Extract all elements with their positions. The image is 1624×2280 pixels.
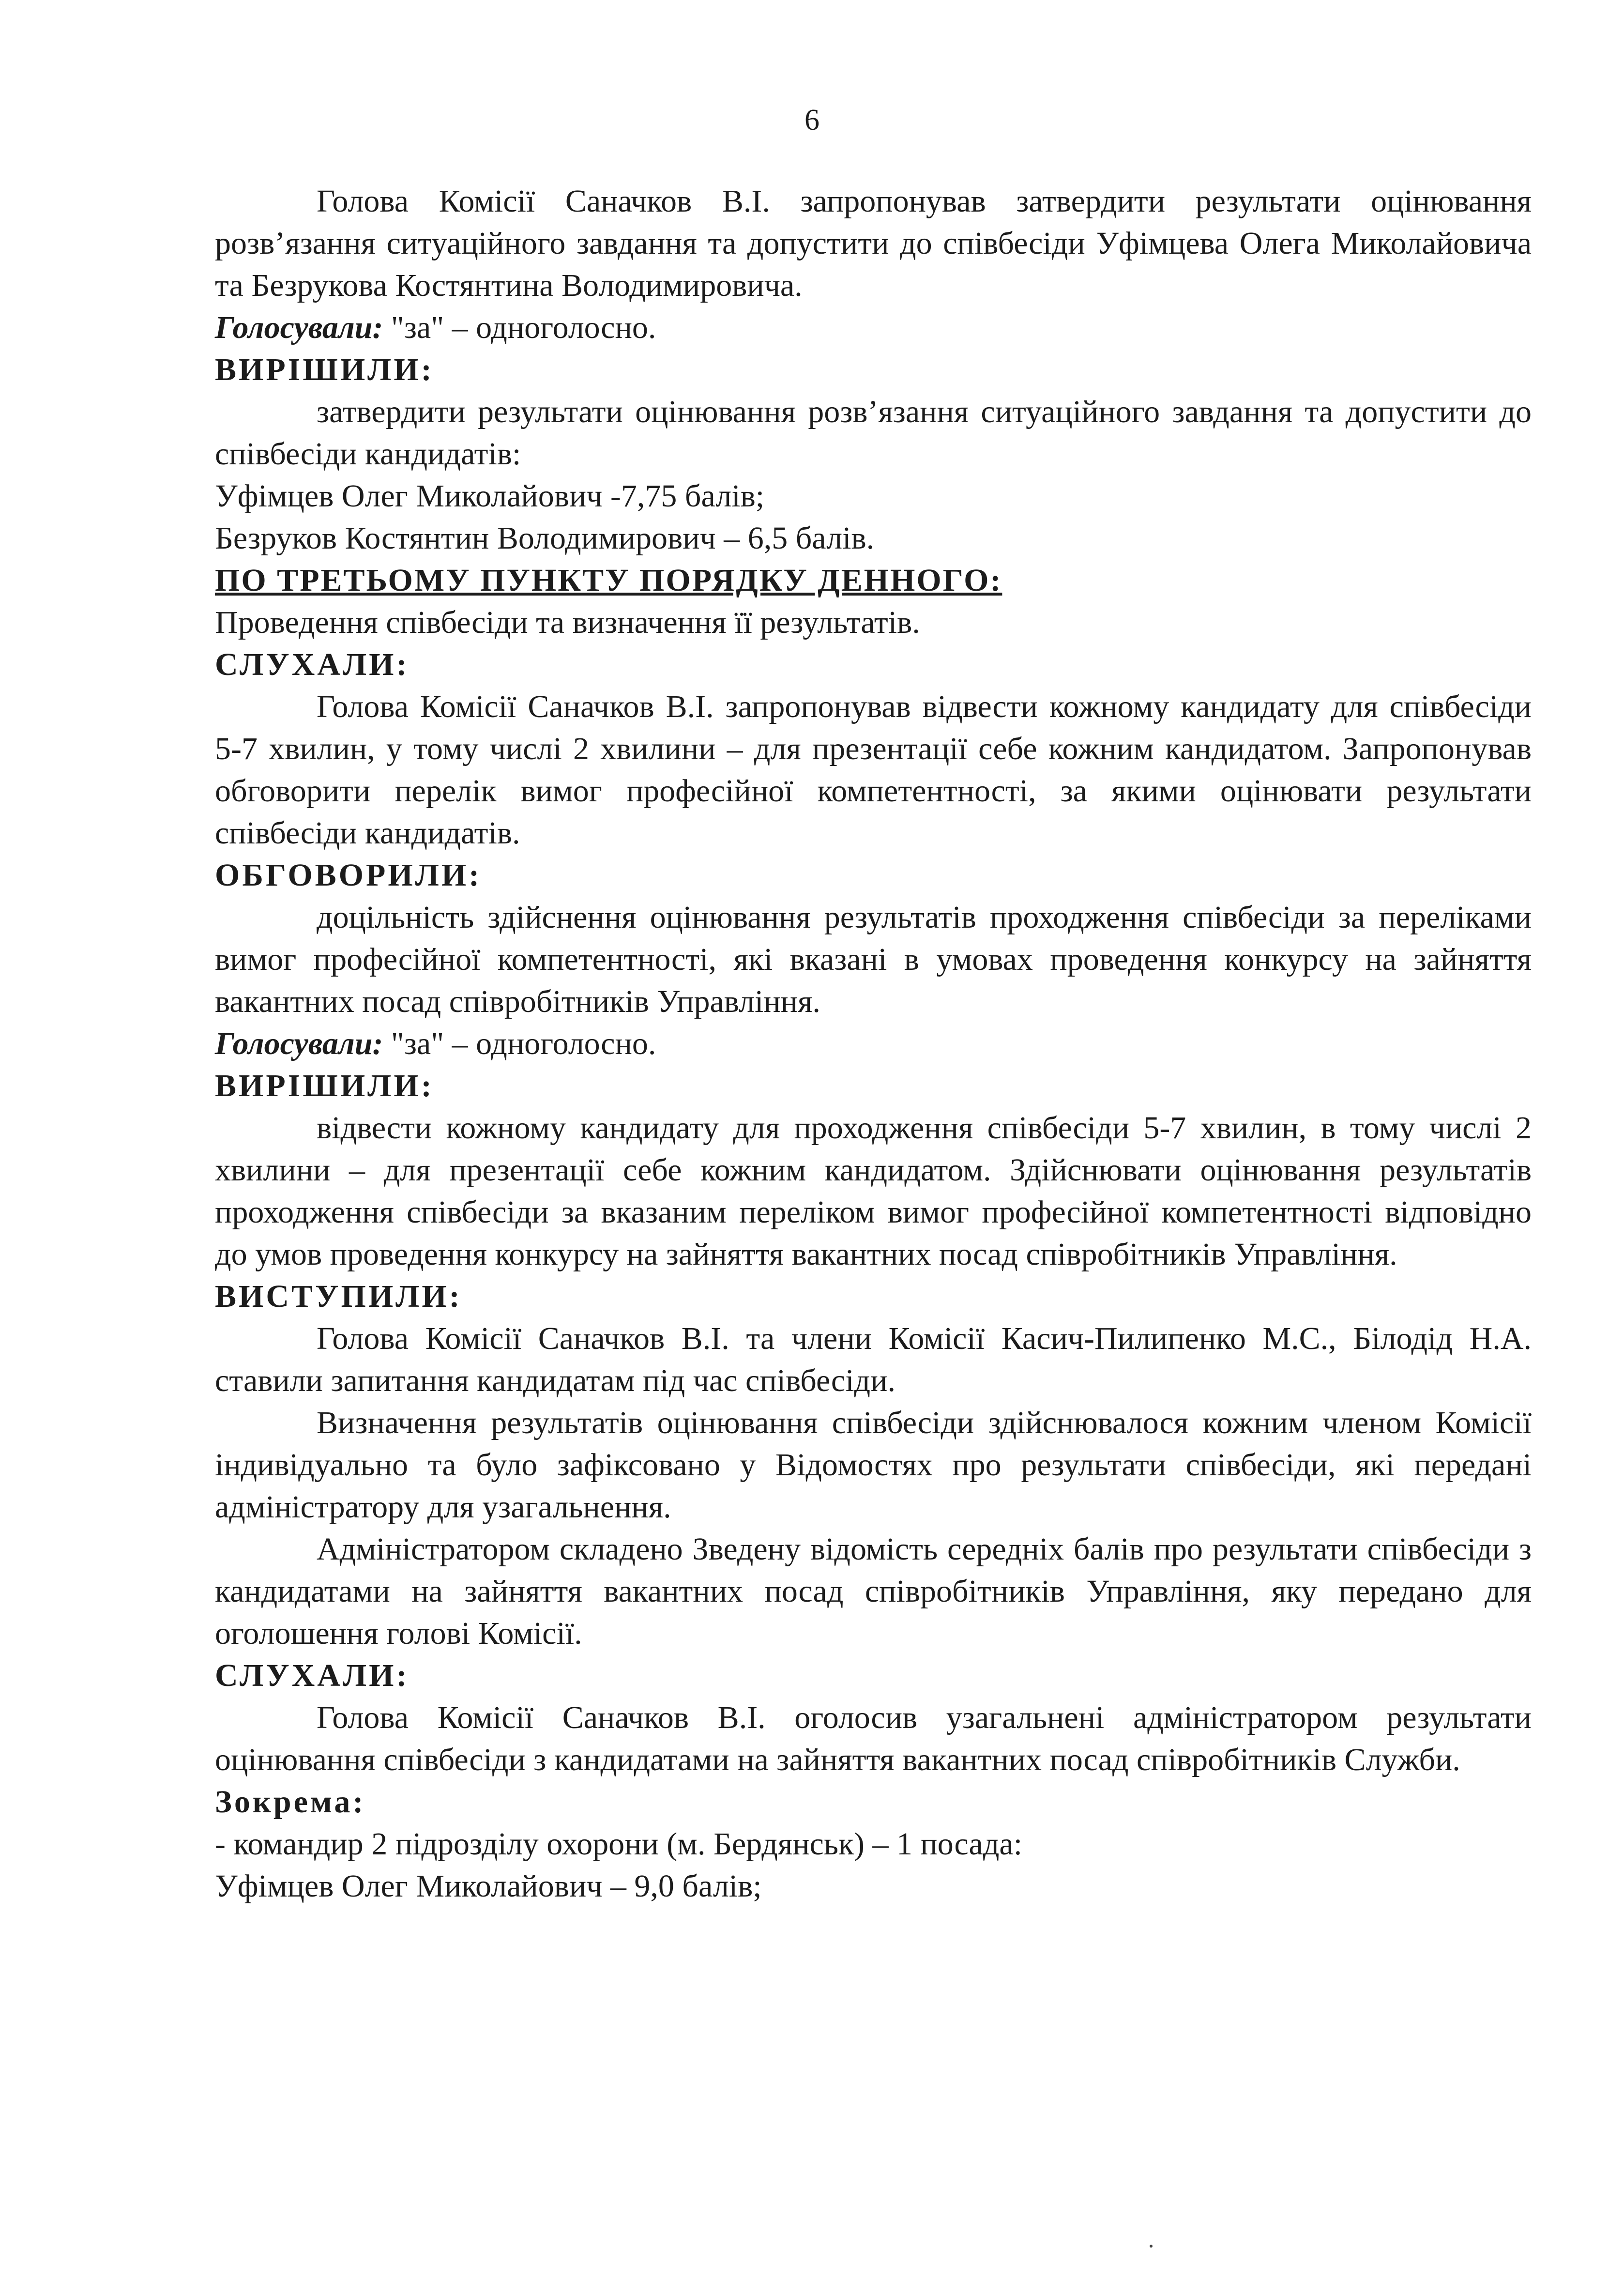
paragraph-spoke: Голова Комісії Саначков В.І. та члени Комісії Касич-Пилипенко М.С., Білодід Н.А. ставили запитання кандидатам під час співбесіди. xyxy=(215,1321,1532,1398)
vote-text: "за" – одноголосно. xyxy=(383,310,656,345)
section-subtitle: Проведення співбесіди та визначення її результатів. xyxy=(215,605,920,640)
position-line: - командир 2 підрозділу охорони (м. Бердянськ) – 1 посада: xyxy=(215,1826,1023,1862)
paragraph-determination: Визначення результатів оцінювання співбесіди здійснювалося кожним членом Комісії індивідуально та було зафіксовано у Відомостях про результати співбесіди, які передані адміністратору для узагальнення. xyxy=(215,1405,1532,1525)
heading-heard-1: СЛУХАЛИ: xyxy=(215,647,410,682)
vote-text: "за" – одноголосно. xyxy=(383,1026,656,1061)
heading-including: Зокрема: xyxy=(215,1784,366,1820)
paragraph-chair-proposal: Голова Комісії Саначков В.І. запропонував затвердити результати оцінювання розв’язання ситуаційного завдання та допустити до співбесіди Уфімцева Олега Миколайовича та Безрукова Костянтина Володимировича. xyxy=(215,184,1532,303)
document-body xyxy=(215,180,1532,1907)
paragraph-admin-summary: Адміністратором складено Зведену відомість середніх балів про результати співбесіди з кандидатами на зайняття вакантних посад співробітників Управління, яку передано для оголошення голові Комісії. xyxy=(215,1531,1532,1651)
candidate-score-line: Уфімцев Олег Миколайович – 9,0 балів; xyxy=(215,1868,762,1904)
heading-heard-2: СЛУХАЛИ: xyxy=(215,1658,410,1693)
paragraph-decision-1: затвердити результати оцінювання розв’язання ситуаційного завдання та допустити до співбесіди кандидатів: xyxy=(215,394,1532,472)
paragraph-heard-1: Голова Комісії Саначков В.І. запропонував відвести кожному кандидату для співбесіди 5-7 хвилин, у тому числі 2 хвилини – для презентації себе кожним кандидатом. Запропонував обговорити перелік вимог професійної компетентності, за якими оцінювати результати співбесіди кандидатів. xyxy=(215,689,1532,851)
paragraph-discussed: доцільність здійснення оцінювання результатів проходження співбесіди за переліками вимог професійної компетентності, які вказані в умовах проведення конкурсу на зайняття вакантних посад співробітників Управління. xyxy=(215,900,1532,1019)
vote-result-2 xyxy=(215,1023,1532,1065)
section-title-third-item: ПО ТРЕТЬОМУ ПУНКТУ ПОРЯДКУ ДЕННОГО: xyxy=(215,563,1002,598)
scan-speck xyxy=(1150,2245,1153,2248)
heading-decided-1: ВИРІШИЛИ: xyxy=(215,352,434,387)
heading-spoke: ВИСТУПИЛИ: xyxy=(215,1279,462,1314)
heading-discussed: ОБГОВОРИЛИ: xyxy=(215,857,482,893)
vote-label: Голосували: xyxy=(215,1026,383,1061)
heading-decided-2: ВИРІШИЛИ: xyxy=(215,1068,434,1103)
paragraph-heard-2: Голова Комісії Саначков В.І. оголосив узагальнені адміністратором результати оцінювання співбесіди з кандидатами на зайняття вакантних посад співробітників Служби. xyxy=(215,1700,1532,1777)
page-number: 6 xyxy=(804,104,820,137)
paragraph-decision-2: відвести кожному кандидату для проходження співбесіди 5-7 хвилин, в тому числі 2 хвилини – для презентації себе кожним кандидатом. Здійснювати оцінювання результатів проходження співбесіди за вказаним переліком вимог професійної компетентності відповідно до умов проведення конкурсу на зайняття вакантних посад співробітників Управління. xyxy=(215,1110,1532,1272)
candidate-result-1: Уфімцев Олег Миколайович -7,75 балів; xyxy=(215,478,765,514)
candidate-result-2: Безруков Костянтин Володимирович – 6,5 балів. xyxy=(215,520,875,556)
vote-result-1 xyxy=(215,306,1532,349)
vote-label: Голосували: xyxy=(215,310,383,345)
